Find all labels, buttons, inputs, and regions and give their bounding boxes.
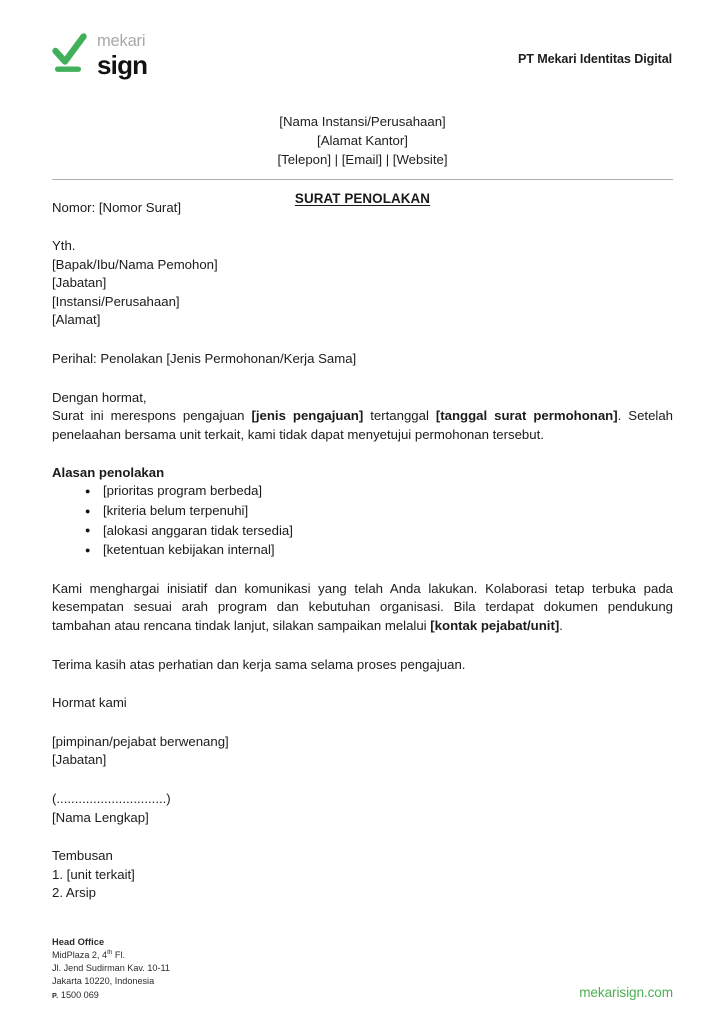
list-item: ● [ketentuan kebijakan internal] xyxy=(85,540,673,560)
head-office-block xyxy=(52,936,170,1002)
head-office-line-1 xyxy=(52,949,170,962)
head-office-line-2: Jl. Jend Sudirman Kav. 10-11 xyxy=(52,963,170,974)
signer-name: [Nama Lengkap] xyxy=(52,809,149,825)
closing-regards: Hormat kami xyxy=(52,695,127,711)
cc-heading: Tembusan xyxy=(52,848,113,864)
addressee-position: [Jabatan] xyxy=(52,275,107,291)
office-building: MidPlaza 2, 4 xyxy=(52,949,108,960)
letter-number: Nomor: [Nomor Surat] xyxy=(52,199,181,215)
list-item: ● [kriteria belum terpenuhi] xyxy=(85,501,673,521)
office-floor-label: Fl. xyxy=(112,949,126,960)
subject-line: Perihal: Penolakan [Jenis Permohonan/Kerja Sama] xyxy=(52,351,357,367)
green-checkmark-icon xyxy=(52,33,88,77)
logo-word-sign: sign xyxy=(97,49,148,80)
phone-prefix: P. xyxy=(52,990,59,1000)
cc-item-1: 1. [unit terkait] xyxy=(52,866,135,882)
phone-number: 1500 069 xyxy=(60,989,99,1000)
reasons-list xyxy=(52,481,673,559)
letterhead-divider xyxy=(52,179,673,180)
page-title: SURAT PENOLAKAN xyxy=(294,190,431,206)
addressee-name: [Bapak/Ibu/Nama Pemohon] xyxy=(52,256,218,272)
website-link[interactable]: mekarisign.com xyxy=(579,985,673,1000)
intro-placeholder-jenis: [jenis pengajuan] xyxy=(251,408,364,424)
logo-wordmark xyxy=(97,33,147,78)
list-item: ● [alokasi anggaran tidak tersedia] xyxy=(85,521,673,541)
body-part1: Kami menghargai inisiatif dan komunikasi yang telah Anda lakukan. Kolaborasi tetap terbuka pada kesempatan sesuai arah program dan kebutuhan organisasi. Bila terdapat dokumen pendukung tambahan atau rencana tindak lanjut, silakan sampaikan melalui xyxy=(52,580,673,633)
letterhead-contact: [Telepon] | [Email] | [Website] xyxy=(277,151,448,167)
head-office-title: Head Office xyxy=(52,936,105,947)
signer-position: [Jabatan] xyxy=(52,752,107,768)
letterhead-address: [Alamat Kantor] xyxy=(317,132,408,148)
office-floor-ordinal: th xyxy=(107,948,113,956)
signer-role: [pimpinan/pejabat berwenang] xyxy=(52,733,229,749)
logo-word-mekari: mekari xyxy=(97,32,146,50)
list-item: ● [prioritas program berbeda] xyxy=(85,481,673,501)
body-part2: . xyxy=(559,618,563,633)
letterhead xyxy=(52,112,673,169)
signature-dots: (..............................) xyxy=(52,790,171,806)
page-footer xyxy=(52,936,673,1002)
opening-greeting: Dengan hormat, xyxy=(52,389,147,405)
addressee-block xyxy=(52,237,673,330)
thanks-paragraph: Terima kasih atas perhatian dan kerja sama selama proses pengajuan. xyxy=(52,656,466,672)
head-office-phone xyxy=(52,989,170,1002)
cc-block xyxy=(52,847,673,903)
signer-block xyxy=(52,733,673,770)
intro-paragraph xyxy=(52,407,673,444)
body-paragraph xyxy=(52,580,673,636)
addressee-org: [Instansi/Perusahaan] xyxy=(52,293,180,309)
intro-placeholder-tanggal: [tanggal surat permohonan] xyxy=(435,408,618,424)
intro-part3: . Setelah penelaahan bersama unit terkait, kami tidak dapat menyetujui permohonan tersebut. xyxy=(52,408,673,442)
signature-block xyxy=(52,790,673,827)
intro-part1: Surat ini merespons pengajuan xyxy=(52,408,252,424)
cc-item-2: 2. Arsip xyxy=(52,885,96,901)
addressee-salutation: Yth. xyxy=(52,238,76,254)
letterhead-org: [Nama Instansi/Perusahaan] xyxy=(279,113,446,129)
reasons-heading: Alasan penolakan xyxy=(52,465,165,481)
mekari-sign-logo xyxy=(52,33,147,78)
company-name: PT Mekari Identitas Digital xyxy=(517,52,672,67)
intro-part2: tertanggal xyxy=(363,408,436,424)
body-placeholder-kontak: [kontak pejabat/unit] xyxy=(430,618,560,633)
addressee-address: [Alamat] xyxy=(52,312,101,328)
brand-header xyxy=(52,0,673,78)
head-office-line-3: Jakarta 10220, Indonesia xyxy=(52,976,155,987)
